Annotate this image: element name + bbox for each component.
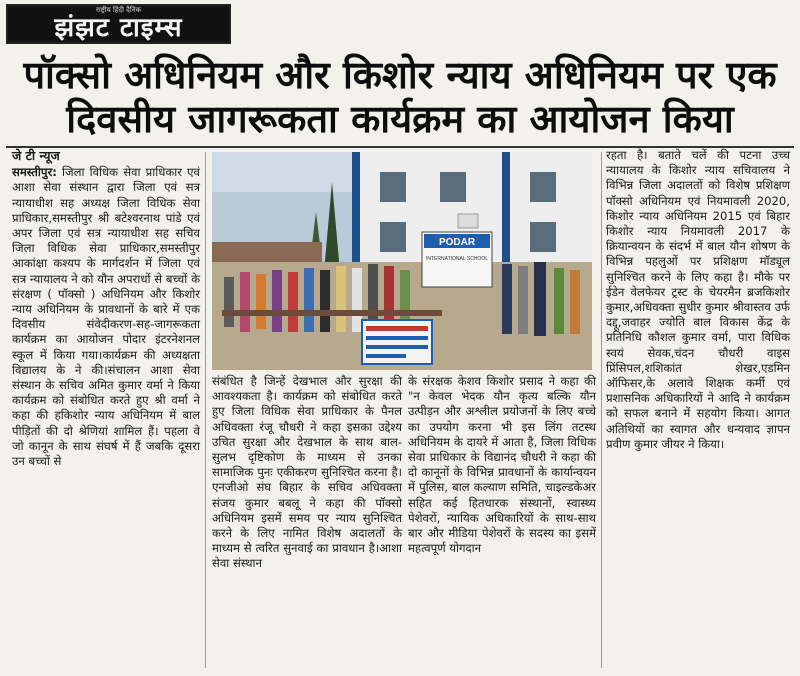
masthead-tagline: राष्ट्रीय हिंदी दैनिक <box>96 6 141 14</box>
headline-line-1: पॉक्सो अधिनियम और किशोर न्याय अधिनियम पर एक <box>23 53 777 97</box>
article-column-4: रहता है। बताते चलें की पटना उच्च न्यायालय के किशोर न्याय सचिवालय ने विभिन्न जिला अदालतों को विशेष प्रशिक्षण पॉक्सो अधिनियम एवं नियमावली 2020, किशोर न्याय अधिनियम 2015 एवं बिहार किशोर न्याय नियमावली 2017 के क्रियान्वयन के संदर्भ में बाल यौन शोषण के विभिन्न पहलुओं पर प्रशिक्षण मॉड्यूल सुनिश्चित करने के लिए कहा है। मौके पर ईडेन वेलफेयर ट्रस्ट के चेयरमैन ब्रजकिशोर कुमार,अधिवक्ता सुधीर कुमार श्रीवास्तव उर्फ दद्दू,जवाहर ज्योति बाल विकास केंद्र के प्रतिनिधि कौशल कुमार वर्मा, पारा विधिक स्वयं सेवक,चंदन चौधरी वाइस प्रिंसिपल,शशिकांत शेखर,एडमिन ऑफिसर,के अलावे शिक्षक कर्मी एवं प्रशासनिक अधिकारियों ने आदि ने कार्यक्रम को सफल बनाने में सहयोग किया। आगत अतिथियों का स्वागत और धन्यवाद ज्ञापन प्रवीण कुमार जीयर ने किया। <box>606 148 790 451</box>
event-photo <box>212 152 592 370</box>
column-divider <box>601 152 602 668</box>
dateline: समस्तीपुर: <box>12 165 57 180</box>
byline: जे टी न्यूज <box>12 148 60 163</box>
column-divider <box>205 152 206 668</box>
masthead-logo <box>6 4 231 44</box>
article-column-3: के संरक्षक केशव किशोर प्रसाद ने कहा की "न केवल भेदक यौन कृत्य बल्कि यौन उत्पीड़न और अश्लील प्रयोजनों के लिए बच्चे का उपयोग करना भी इस लिंग तटस्थ अधिनियम के दायरे में आता है, जिला विधिक सेवा प्राधिकार के विद्यानंद चौधरी ने कहा की दो कानूनों के विभिन्न प्रावधानों के कार्यान्वयन में पुलिस, बाल कल्याण समिति, चाइल्डकेअर सहित कई हितधारक संस्थानों, स्वास्थ्य पेशेवरों, न्यायिक अधिकारियों के साथ-साथ बार और मीडिया पेशेवरों के सदस्य का इसमें महत्वपूर्ण योगदान <box>408 374 596 556</box>
column-1-text: जिला विधिक सेवा प्राधिकार एवं आशा सेवा संस्थान द्वारा जिला एवं सत्र न्यायाधीश सह अध्यक्ष जिला विधिक सेवा प्राधिकार,समस्तीपुर श्री बटेश्वरनाथ पांडे एवं अपर जिला एवं सत्र न्यायाधीश सह सचिव जिला विधिक सेवा प्राधिकार,समस्तीपुर आकांक्षा कश्यप के मार्गदर्शन में जिला एवं सत्र न्यायालय ने को यौन अपराधों से बच्चों के संरक्षण ( पॉक्सो ) अधिनियम और किशोर न्याय अधिनियम के प्रावधानों के बारे में एक दिवसीय संवेदीकरण-सह-जागरूकता कार्यक्रम का आयोजन पोदार इंटरनेशनल स्कूल में किया गया।कार्यक्रम की अध्यक्षता विद्यालय के ने की।संचालन आशा सेवा संस्थान के सचिव अमित कुमार वर्मा ने किया कार्यक्रम को संबोधित करते हुए श्री वर्मा ने कहा की हकिशोर न्याय अधिनियम में बाल पीड़ितों की दो श्रेणियां शामिल हैं। पहला वे जो कानून के साथ संघर्ष में हैं जबकि दूसरा उन बच्चों से <box>12 165 200 469</box>
article-column-1 <box>12 148 200 668</box>
school-sign-text: PODAR <box>438 237 476 248</box>
article-column-2: संबंधित है जिन्हें देखभाल और सुरक्षा की आवश्यकता है। कार्यक्रम को संबोधित करते हुए जिला विधिक सेवा प्राधिकार के पैनल अधिवक्ता रंजू चौधरी ने कहा इसका उद्देश्य उचित सुरक्षा और देखभाल के साथ बाल-सुलभ दृष्टिकोण के माध्यम से उनका सामाजिक पुनः एकीकरण सुनिश्चित करना है। एनजीओ संघ बिहार के सचिव अधिवक्ता संजय कुमार बबलू ने कहा की पॉक्सो अधिनियम इसमें समय पर न्याय सुनिश्चित करने के लिए नामित विशेष अदालतों के माध्यम से त्वरित सुनवाई का प्रावधान है।आशा सेवा संस्थान <box>212 374 402 571</box>
school-sign-subtext: INTERNATIONAL SCHOOL <box>426 256 488 262</box>
event-photo-illustration <box>212 152 592 370</box>
headline-line-2: दिवसीय जागरूकता कार्यक्रम का आयोजन किया <box>66 97 734 141</box>
masthead-name: झंझट टाइम्स <box>54 13 183 43</box>
